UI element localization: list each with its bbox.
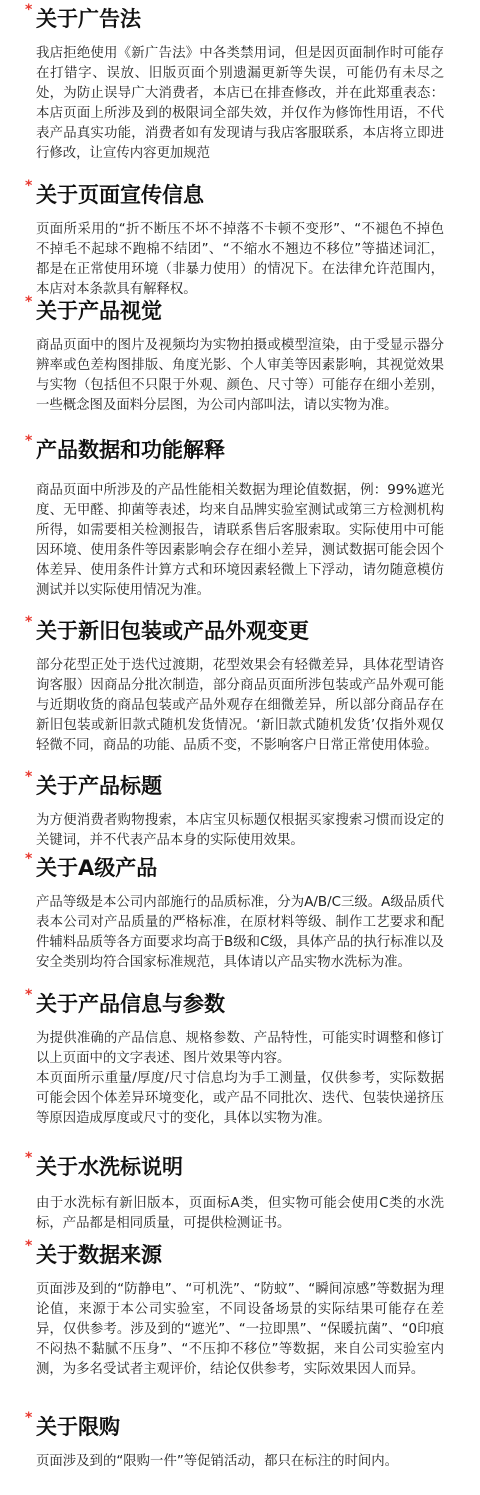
section-title: 关于产品信息与参数	[36, 992, 225, 1016]
section-heading	[0, 2, 480, 32]
section-purchase-limit	[0, 1410, 480, 1472]
section-advertising-law	[0, 2, 480, 164]
section-title: 产品数据和功能解释	[36, 438, 225, 462]
required-asterisk: *	[25, 294, 33, 310]
section-paragraph: 由于水洗标有新旧版本，页面标A类，但实物可能会使用C类的水洗标，产品都是相同质量，可提供检测证书。	[36, 1196, 444, 1231]
section-title: 关于产品标题	[36, 774, 162, 798]
section-title: 关于产品视觉	[36, 299, 162, 323]
required-asterisk: *	[25, 2, 33, 18]
required-asterisk: *	[25, 433, 33, 449]
section-grade-a-product	[0, 851, 480, 973]
section-paragraph: 商品页面中的图片及视频均为实物拍摄或模型渲染，由于受显示器分辨率或色差构图排版、角度光影、个人审美等因素影响，其视觉效果与实物（包括但不只限于外观、颜色、尺寸等）可能存在细小差别，一些概念图及面料分层图，为公司内部叫法，请以实物为准。	[36, 338, 444, 413]
section-title: 关于新旧包装或产品外观变更	[36, 619, 309, 643]
section-title: 关于A级产品	[36, 856, 158, 880]
section-paragraph: 页面所采用的“折不断压不坏不掉落不卡顿不变形”、“不褪色不掉色不掉毛不起球不跑棉不结团”、“不缩水不翘边不移位”等描述词汇，都是在正常使用环境（非暴力使用）的情况下。在法律允许范围内，本店对本条款具有解释权。	[36, 222, 444, 297]
section-data-source	[0, 1238, 480, 1380]
required-asterisk: *	[25, 851, 33, 867]
required-asterisk: *	[25, 987, 33, 1003]
section-heading	[0, 987, 480, 1017]
section-heading	[0, 178, 480, 208]
section-heading	[0, 769, 480, 799]
section-product-visuals	[0, 294, 480, 416]
section-paragraph: 商品页面中所涉及的产品性能相关数据为理论值数据，例：99%遮光度、无甲醛、抑菌等表述，均来自品牌实验室测试或第三方检测机构所得，如需要相关检测报告，请联系售后客服索取。实际使用中可能因环境、使用条件等因素影响会存在细小差异，测试数据可能会因个体差异、使用条件计算方式和环境因素轻微上下浮动，请勿随意模仿测试并以实际使用情况为准。	[36, 483, 444, 598]
section-heading	[0, 1410, 480, 1440]
section-title: 关于数据来源	[36, 1243, 162, 1267]
section-wash-label	[0, 1150, 480, 1234]
section-title: 关于页面宣传信息	[36, 183, 204, 207]
required-asterisk: *	[25, 178, 33, 194]
section-product-title	[0, 769, 480, 851]
required-asterisk: *	[25, 769, 33, 785]
section-title: 关于广告法	[36, 7, 141, 31]
section-paragraph: 页面涉及到的“防静电”、“可机洗”、“防蚊”、“瞬间凉感”等数据为理论值，来源于本公司实验室，不同设备场景的实际结果可能存在差异，仅供参考。涉及到的“遮光”、“一拉即黑”、“保暖抗菌”、“0印痕不闷热不黏腻不压身”、“不压抑不移位”等数据，来自公司实验室内测，为多名受试者主观评价，结论仅供参考，实际效果因人而异。	[36, 1282, 444, 1377]
section-heading	[0, 851, 480, 881]
section-paragraph: 为方便消费者购物搜索，本店宝贝标题仅根据买家搜索习惯而设定的关键词，并不代表产品本身的实际使用效果。	[36, 813, 444, 848]
section-product-data-function	[0, 433, 480, 601]
section-title: 关于水洗标说明	[36, 1155, 183, 1179]
section-paragraph: 我店拒绝使用《新广告法》中各类禁用词，但是因页面制作时可能存在打错字、误放、旧版页面个别遗漏更新等失误，可能仍有未尽之处，为防止误导广大消费者，本店已在排查修改，并在此郑重表态：本店页面上所涉及到的极限词全部失效，并仅作为修饰性用语，不代表产品真实功能，消费者如有发现请与我店客服联系，本店将立即进行修改，让宣传内容更加规范	[36, 46, 444, 161]
section-page-promotion-info	[0, 178, 480, 300]
section-heading	[0, 294, 480, 324]
section-heading	[0, 614, 480, 644]
section-heading	[0, 433, 480, 463]
required-asterisk: *	[25, 1238, 33, 1254]
section-packaging-appearance-change	[0, 614, 480, 756]
required-asterisk: *	[25, 614, 33, 630]
section-title: 关于限购	[36, 1415, 120, 1439]
section-paragraph: 产品等级是本公司内部施行的品质标准，分为A/B/C三级。A级品质代表本公司对产品质量的严格标准，在原材料等级、制作工艺要求和配件辅料品质等各方面要求均高于B级和C级，具体产品的执行标准以及安全类别均符合国家标准规范，具体请以产品实物水洗标为准。	[36, 895, 444, 970]
section-paragraph: 为提供准确的产品信息、规格参数、产品特性，可能实时调整和修订以上页面中的文字表述、图片效果等内容。	[36, 1031, 444, 1066]
required-asterisk: *	[25, 1150, 33, 1166]
section-heading	[0, 1238, 480, 1268]
required-asterisk: *	[25, 1410, 33, 1426]
section-paragraph: 本页面所示重量/厚度/尺寸信息均为手工测量，仅供参考，实际数据可能会因个体差异环境变化，或产品不同批次、迭代、包装快递挤压等原因造成厚度或尺寸的变化，具体以实物为准。	[36, 1071, 444, 1126]
section-paragraph: 页面涉及到的“限购一件”等促销活动，都只在标注的时间内。	[36, 1454, 399, 1469]
section-product-info-params	[0, 987, 480, 1129]
section-heading	[0, 1150, 480, 1180]
section-paragraph: 部分花型正处于迭代过渡期，花型效果会有轻微差异，具体花型请咨询客服）因商品分批次制造，部分商品页面所涉包装或产品外观可能与近期收货的商品包装或产品外观存在细微差异，所以部分商品存在新旧包装或新旧款式随机发货情况。‘新旧款式随机发货’仅指外观仅轻微不同，商品的功能、品质不变，不影响客户日常正常使用体验。	[36, 658, 444, 753]
